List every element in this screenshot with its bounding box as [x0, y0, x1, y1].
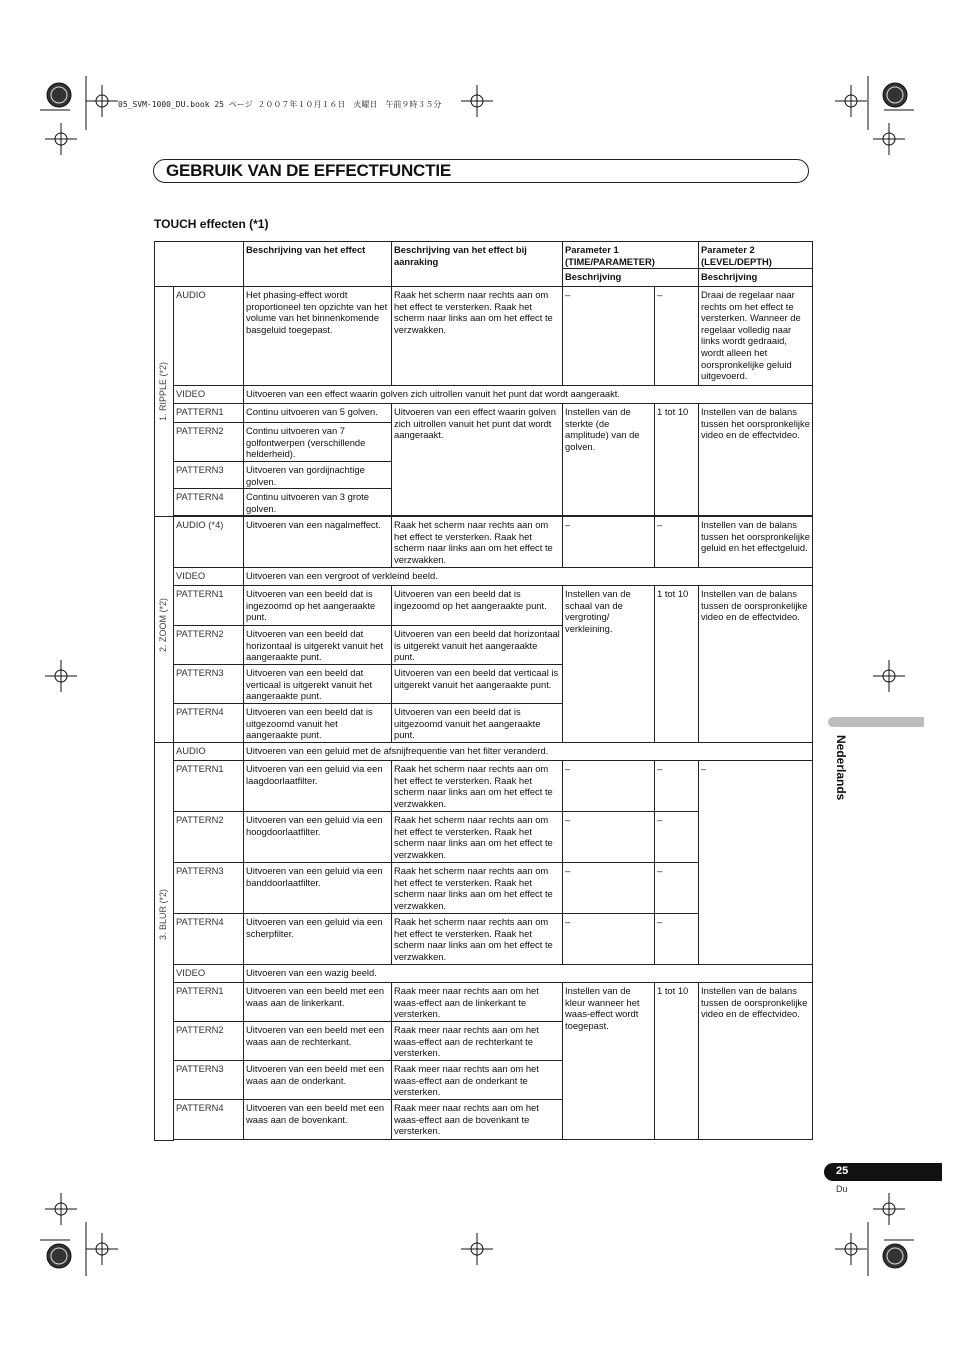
effect-description: Uitvoeren van een geluid via een laagdoorlaatfilter. [244, 761, 392, 812]
param1-value: – [655, 863, 699, 914]
header-desc: Beschrijving van het effect [244, 242, 392, 287]
param1-description: – [563, 812, 655, 863]
touch-description: Uitvoeren van een beeld dat horizontaal is uitgerekt vanuit het aangeraakte punt. [392, 626, 563, 665]
pattern-label: PATTERN3 [174, 665, 244, 704]
effect-description: Uitvoeren van een beeld met een waas aan de linkerkant. [244, 983, 392, 1022]
category-audio: AUDIO [174, 287, 244, 386]
pattern-label: PATTERN4 [174, 1100, 244, 1140]
touch-description: Raak meer naar rechts aan om het waas-effect aan de onderkant te versterken. [392, 1061, 563, 1100]
header-param2-desc: Beschrijving [699, 269, 813, 287]
effect-description: Uitvoeren van gordijnachtige golven. [244, 462, 392, 489]
language-tab [828, 717, 924, 727]
table-row [155, 983, 813, 1022]
page-title: GEBRUIK VAN DE EFFECTFUNCTIE [166, 161, 451, 180]
table-row [155, 568, 813, 586]
effect-description: Uitvoeren van een geluid via een banddoorlaatfilter. [244, 863, 392, 914]
effect-description: Uitvoeren van een beeld met een waas aan de rechterkant. [244, 1022, 392, 1061]
touch-description: Raak het scherm naar rechts aan om het effect te versterken. Raak het scherm naar links aan om het effect te verzwakken. [392, 812, 563, 863]
param2-description: Draai de regelaar naar rechts om het effect te versterken. Wanneer de regelaar volledig naar links wordt gedraaid, wordt alleen het oorspronkelijke geluid uitgevoerd. [699, 287, 813, 386]
param2-description: – [699, 761, 813, 965]
param1-value: – [655, 812, 699, 863]
param1-description: Instellen van de kleur wanneer het waas-effect wordt toegepast. [563, 983, 655, 1140]
touch-description: Raak het scherm naar rechts aan om het effect te versterken. Raak het scherm naar links aan om het effect te verzwakken. [392, 761, 563, 812]
table-header-row [155, 242, 813, 269]
effect-description: Uitvoeren van een geluid via een scherpfilter. [244, 914, 392, 965]
effect-description: Uitvoeren van een beeld met een waas aan de bovenkant. [244, 1100, 392, 1140]
param1-value: – [655, 517, 699, 568]
pattern-label: PATTERN4 [174, 704, 244, 743]
pattern-label: PATTERN3 [174, 1061, 244, 1100]
pattern-label: PATTERN2 [174, 1022, 244, 1061]
param1-value: 1 tot 10 [655, 404, 699, 516]
pattern-label: PATTERN1 [174, 586, 244, 626]
effect-description: Uitvoeren van een beeld dat is ingezoomd op het aangeraakte punt. [244, 586, 392, 626]
category-video: VIDEO [174, 386, 244, 404]
pattern-label: PATTERN4 [174, 489, 244, 516]
pattern-label: PATTERN1 [174, 761, 244, 812]
header-param2: Parameter 2 (LEVEL/DEPTH) [699, 242, 813, 269]
touch-effects-table [154, 241, 813, 1141]
param1-description: – [563, 863, 655, 914]
page-title-bar [153, 159, 809, 183]
param1-value: – [655, 914, 699, 965]
side-language-label: Nederlands [834, 735, 848, 801]
touch-description: Uitvoeren van een effect waarin golven zich uitrollen vanuit het punt dat wordt aangeraakt. [392, 404, 563, 516]
touch-description: Raak het scherm naar rechts aan om het effect te versterken. Raak het scherm naar links aan om het effect te verzwakken. [392, 287, 563, 386]
touch-description: Raak het scherm naar rechts aan om het effect te versterken. Raak het scherm naar links aan om het effect te verzwakken. [392, 914, 563, 965]
param1-description: Instellen van de schaal van de vergroting/ verkleining. [563, 586, 655, 743]
touch-description: Raak meer naar rechts aan om het waas-effect aan de bovenkant te versterken. [392, 1100, 563, 1140]
effect-description: Continu uitvoeren van 5 golven. [244, 404, 392, 423]
effect-description: Het phasing-effect wordt proportioneel ten opzichte van het volume van het binnenkomende basgeluid toegepast. [244, 287, 392, 386]
pattern-label: PATTERN4 [174, 914, 244, 965]
header-touch: Beschrijving van het effect bij aanraking [392, 242, 563, 287]
pattern-label: PATTERN2 [174, 423, 244, 462]
page-number: 25 [836, 1165, 849, 1177]
effect-zoom: 2. ZOOM (*2) [155, 517, 174, 743]
param1-description: – [563, 517, 655, 568]
category-audio: AUDIO [174, 743, 244, 761]
page-language: Du [836, 1184, 848, 1194]
param2-description: Instellen van de balans tussen de oorspronkelijke video en de effectvideo. [699, 983, 813, 1140]
effect-description: Uitvoeren van een beeld dat is uitgezoomd vanuit het aangeraakte punt. [244, 704, 392, 743]
category-video: VIDEO [174, 568, 244, 586]
touch-description: Uitvoeren van een beeld dat is ingezoomd op het aangeraakte punt. [392, 586, 563, 626]
param2-description: Instellen van de balans tussen de oorspronkelijke video en de effectvideo. [699, 586, 813, 743]
param1-value: 1 tot 10 [655, 586, 699, 743]
effect-description: Uitvoeren van een beeld dat verticaal is uitgerekt vanuit het aangeraakte punt. [244, 665, 392, 704]
pattern-label: PATTERN1 [174, 404, 244, 423]
effect-ripple: 1. RIPPLE (*2) [155, 287, 174, 517]
effect-description: Uitvoeren van een beeld dat horizontaal is uitgerekt vanuit het aangeraakte punt. [244, 626, 392, 665]
table-row [155, 761, 813, 812]
pattern-label: PATTERN2 [174, 626, 244, 665]
section-title: TOUCH effecten (*1) [154, 217, 269, 231]
touch-description: Raak het scherm naar rechts aan om het effect te versterken. Raak het scherm naar links aan om het effect te verzwakken. [392, 517, 563, 568]
pattern-label: PATTERN3 [174, 863, 244, 914]
touch-description: Uitvoeren van een beeld dat verticaal is uitgerekt vanuit het aangeraakte punt. [392, 665, 563, 704]
pattern-label: PATTERN2 [174, 812, 244, 863]
effect-description: Uitvoeren van een geluid via een hoogdoorlaatfilter. [244, 812, 392, 863]
param1-description: – [563, 914, 655, 965]
touch-description: Raak meer naar rechts aan om het waas-effect aan de linkerkant te versterken. [392, 983, 563, 1022]
param1-description: – [563, 287, 655, 386]
table-row [155, 287, 813, 386]
effect-blur: 3. BLUR (*2) [155, 743, 174, 1141]
param1-description: Instellen van de sterkte (de amplitude) van de golven. [563, 404, 655, 516]
category-audio: AUDIO (*4) [174, 517, 244, 568]
effect-description: Continu uitvoeren van 3 grote golven. [244, 489, 392, 516]
print-header: 05_SVM-1000_DU.book 25 ページ ２００７年１０月１６日 火曜日 午前９時３５分 [118, 100, 442, 109]
param1-value: 1 tot 10 [655, 983, 699, 1140]
table-row [155, 517, 813, 568]
table-row [155, 586, 813, 626]
effect-description: Uitvoeren van een effect waarin golven zich uitrollen vanuit het punt dat wordt aangeraakt. [244, 386, 813, 404]
touch-description: Uitvoeren van een beeld dat is uitgezoomd vanuit het aangeraakte punt. [392, 704, 563, 743]
param2-description: Instellen van de balans tussen het oorspronkelijke video en de effectvideo. [699, 404, 813, 516]
param2-description: Instellen van de balans tussen het oorspronkelijke geluid en het effectgeluid. [699, 517, 813, 568]
effect-description: Uitvoeren van een nagalmeffect. [244, 517, 392, 568]
header-param1: Parameter 1 (TIME/PARAMETER) [563, 242, 699, 269]
table-row [155, 965, 813, 983]
pattern-label: PATTERN1 [174, 983, 244, 1022]
header-empty [155, 242, 244, 287]
param1-description: – [563, 761, 655, 812]
param1-value: – [655, 287, 699, 386]
table-row [155, 743, 813, 761]
touch-description: Raak meer naar rechts aan om het waas-effect aan de rechterkant te versterken. [392, 1022, 563, 1061]
pattern-label: PATTERN3 [174, 462, 244, 489]
effect-description: Uitvoeren van een beeld met een waas aan de onderkant. [244, 1061, 392, 1100]
category-video: VIDEO [174, 965, 244, 983]
effect-description: Uitvoeren van een geluid met de afsnijfrequentie van het filter veranderd. [244, 743, 813, 761]
touch-description: Raak het scherm naar rechts aan om het effect te versterken. Raak het scherm naar links aan om het effect te verzwakken. [392, 863, 563, 914]
effect-description: Continu uitvoeren van 7 golfontwerpen (verschillende helderheid). [244, 423, 392, 462]
param1-value: – [655, 761, 699, 812]
effect-description: Uitvoeren van een wazig beeld. [244, 965, 813, 983]
table-row [155, 386, 813, 404]
effect-description: Uitvoeren van een vergroot of verkleind beeld. [244, 568, 813, 586]
table-row [155, 404, 813, 423]
header-param1-desc: Beschrijving [563, 269, 699, 287]
